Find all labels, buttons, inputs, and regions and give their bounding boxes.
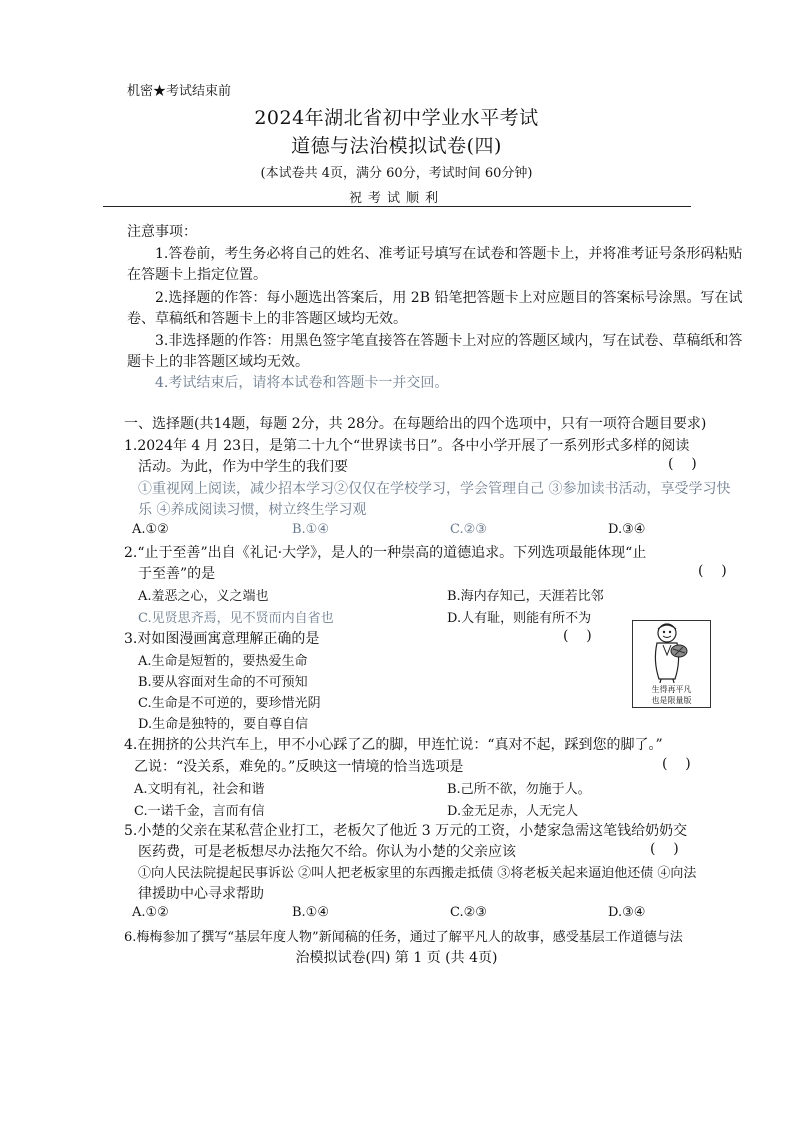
q3-option-c: C.生命是不可逆的，要珍惜光阴 [138,696,321,711]
q5-statements-line-1: ①向人民法院提起民事诉讼 ②叫人把老板家里的东西搬走抵债 ③将老板关起来逼迫他还债 ④向法 [138,866,697,881]
cartoon-figure-icon [633,621,710,685]
q5-option-a: A.①② [132,905,169,920]
q5-option-b: B.①④ [292,905,329,920]
q1-option-d: D.③④ [608,522,646,537]
note-3-line-1: 3.非选择题的作答：用黑色签字笔直接答在答题卡上对应的答题区域内，写在试卷、草稿纸和答 [155,333,743,349]
page-footer: 治模拟试卷(四) 第 1 页 (共 4页) [295,950,498,966]
q5-option-c: C.②③ [450,905,487,920]
cartoon-caption-line-1: 生得再平凡 [651,685,692,694]
confidential-label: 机密★考试结束前 [127,84,232,99]
note-4: 4.考试结束后，请将本试卷和答题卡一并交回。 [155,375,449,391]
q1-option-c: C.②③ [450,522,487,537]
q4-answer-blank: ( ) [662,756,691,772]
q1-option-b: B.①④ [292,522,329,537]
q6-stem-line-1: 6.梅梅参加了撰写“基层年度人物”新闻稿的任务，通过了解平凡人的故事，感受基层工作道德与法 [124,930,683,945]
note-1-line-1: 1.答卷前，考生务必将自己的姓名、准考证号填写在试卷和答题卡上，并将准考证号条形码粘贴 [155,246,743,262]
exam-info: (本试卷共 4页，满分 60分，考试时间 60分钟) [260,166,533,181]
q4-option-b: B.己所不欲，勿施于人。 [447,782,591,797]
q2-option-c: C.见贤思齐焉，见不贤而内自省也 [138,611,334,626]
q2-option-a: A.羞恶之心，义之端也 [138,589,269,604]
header-divider [103,206,691,207]
q5-stem-line-2: 医药费，可是老板想尽办法拖欠不给。你认为小楚的父亲应该 [138,844,516,860]
blessing-text: 祝考试顺利 [348,191,444,206]
q1-statements-line-1: ①重视网上阅读，减少招本学习②仅仅在学校学习，学会管理自己 ③参加读书活动，享受学习快 [138,481,731,497]
q3-stem: 3.对如图漫画寓意理解正确的是 [124,631,320,647]
q2-option-b: B.海内存知己，天涯若比邻 [447,589,604,604]
q1-stem-line-2: 活动。为此，作为中学生的我们要 [138,459,348,475]
q3-option-a: A.生命是短暂的，要热爱生命 [138,654,308,669]
note-3-line-2: 题卡上的非答题区域均无效。 [127,354,309,370]
q1-stem-line-1: 1.2024年 4 月 23日，是第二十九个“世界读书日”。各中小学开展了一系列形式多样的阅读 [124,438,690,454]
q4-option-d: D.金无足赤，人无完人 [447,804,579,819]
q3-answer-blank: ( ) [563,628,592,644]
q1-answer-blank: ( ) [668,456,697,472]
note-2-line-1: 2.选择题的作答：每小题选出答案后，用 2B 铅笔把答题卡上对应题目的答案标号涂黑。写在试 [155,290,743,306]
q4-option-c: C.一诺千金，言而有信 [134,804,265,819]
q1-statements-line-2: 乐 ④养成阅读习惯，树立终生学习观 [138,502,367,518]
q5-statements-line-2: 律援助中心寻求帮助 [138,886,264,902]
q5-stem-line-1: 5.小楚的父亲在某私营企业打工，老板欠了他近 3 万元的工资，小楚家急需这笔钱给奶奶交 [124,823,688,839]
q2-answer-blank: ( ) [698,563,727,579]
q4-stem-line-1: 4.在拥挤的公共汽车上，甲不小心踩了乙的脚，甲连忙说：“真对不起，踩到您的脚了。” [124,737,663,753]
q4-stem-line-2: 乙说：“没关系，难免的。”反映这一情境的恰当选项是 [134,759,464,775]
exam-subject-title: 道德与法治模拟试卷(四) [291,135,502,157]
q5-answer-blank: ( ) [650,841,679,857]
note-1-line-2: 在答题卡上指定位置。 [127,267,267,283]
q3-cartoon-image [632,620,711,708]
section-heading: 一、选择题(共14题，每题 2分，共 28分。在每题给出的四个选项中，只有一项符合题目要求) [124,416,707,432]
q4-option-a: A.文明有礼，社会和谐 [134,782,265,797]
q3-option-d: D.生命是独特的，要自尊自信 [138,717,309,732]
q1-option-a: A.①② [132,522,169,537]
notes-heading: 注意事项： [127,224,197,240]
q2-stem-line-2: 于至善”的是 [138,566,216,582]
q2-stem-line-1: 2.“止于至善”出自《礼记·大学》，是人的一种崇高的道德追求。下列选项最能体现“止 [124,545,647,561]
q3-option-b: B.要从容面对生命的不可预知 [138,675,308,690]
exam-title: 2024年湖北省初中学业水平考试 [254,107,539,129]
note-2-line-2: 卷、草稿纸和答题卡上的非答题区域均无效。 [127,311,407,327]
q2-option-d: D.人有耻，则能有所不为 [447,611,592,626]
q5-option-d: D.③④ [608,905,646,920]
cartoon-caption-line-2: 也是限量版 [651,696,692,705]
